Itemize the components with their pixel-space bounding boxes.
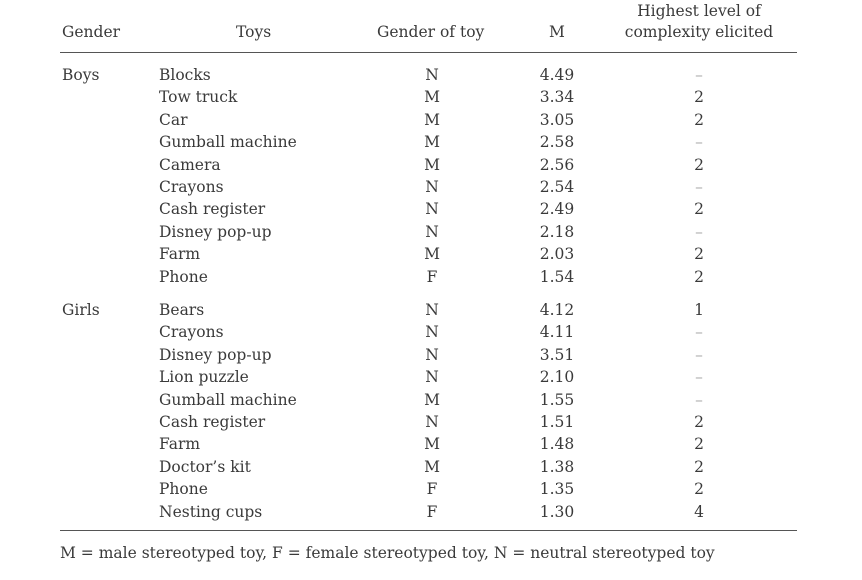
table-row: Gumball machine M 2.58 – [159,133,703,152]
table-row: Farm M 1.48 2 [159,435,704,454]
table-row: Boys Blocks N 4.49 – [62,66,703,84]
table-row: Nesting cups F 1.30 4 [159,502,704,521]
toy-table: Gender Toys Gender of toy M Highest level of complexity elicited Boys Blocks N 4.49 – Tow truck M 3.34 2 Car M 3.05 2 Gumball machine M 2.58 – Camera M 2.56 2 Crayons N 2.54 – Cash register N 2.49 2 Disney pop-up N 2.18 – Farm M 2.03 2 Phone F 1.54 2 Girls Bears N 4.12 1 Crayons N 4.11 – Disney pop-up N 3.51 – Lion puzzle N 2.10 – Gumball machine M 1.55 – Cash register N 1.51 2 Farm M 1.48 2 Doctor’s kit M 1.38 2 Phone F 1.35 2 Nesting cups F 1.30 4 M = male stereotyped toy, F = female stereotyped toy, N = neutral stereotyped toy [60,0,797,580]
header-gender-of-toy: Gender of toy [377,23,485,41]
toy-cell: Bears [159,301,205,319]
toy-cell: Car [159,110,188,129]
table-row: Girls Bears N 4.12 1 [62,301,704,319]
table-row: Phone F 1.35 2 [159,480,704,499]
group-label: Boys [62,66,100,84]
table-row: Lion puzzle N 2.10 – [159,368,703,387]
toy-cell: Farm [159,435,201,454]
table-row: Disney pop-up N 2.18 – [159,222,703,241]
toy-cell: Gumball machine [159,133,297,152]
toy-cell: Phone [159,267,208,286]
toy-cell: Crayons [159,178,224,196]
group-label: Girls [62,301,100,319]
table-row: Cash register N 2.49 2 [159,200,704,219]
toy-cell: Cash register [159,413,266,431]
header-gender: Gender [62,23,121,41]
toy-cell: Gumball machine [159,390,297,409]
toy-cell: Camera [159,155,221,174]
table-row: Car M 3.05 2 [159,110,704,129]
table-row: Disney pop-up N 3.51 – [159,345,703,364]
table-row: Crayons N 4.11 – [159,323,703,342]
toy-cell: Farm [159,245,201,264]
toy-cell: Crayons [159,323,224,342]
header-m: M [549,23,565,41]
header-toys: Toys [236,23,272,41]
table-row: Crayons N 2.54 – [159,178,703,196]
table-row: Phone F 1.54 2 [159,267,704,286]
header-rule [60,52,797,53]
toy-cell: Doctor’s kit [159,457,251,476]
toy-cell: Phone [159,480,208,499]
table-row: Doctor’s kit M 1.38 2 [159,457,704,476]
toy-cell: Disney pop-up [159,345,272,364]
table-row: Tow truck M 3.34 2 [159,88,704,107]
toy-cell: Blocks [159,66,211,84]
toy-cell: Cash register [159,200,266,219]
toy-cell: Tow truck [159,88,238,107]
table-row: Cash register N 1.51 2 [159,413,704,431]
table-row: Camera M 2.56 2 [159,155,704,174]
toy-cell: Nesting cups [159,502,263,521]
footnote: M = male stereotyped toy, F = female stereotyped toy, N = neutral stereotyped toy [60,544,715,562]
table-row: Farm M 2.03 2 [159,245,704,264]
table-row: Gumball machine M 1.55 – [159,390,703,409]
toy-cell: Lion puzzle [159,368,249,387]
toy-cell: Disney pop-up [159,222,272,241]
bottom-rule [60,530,797,531]
